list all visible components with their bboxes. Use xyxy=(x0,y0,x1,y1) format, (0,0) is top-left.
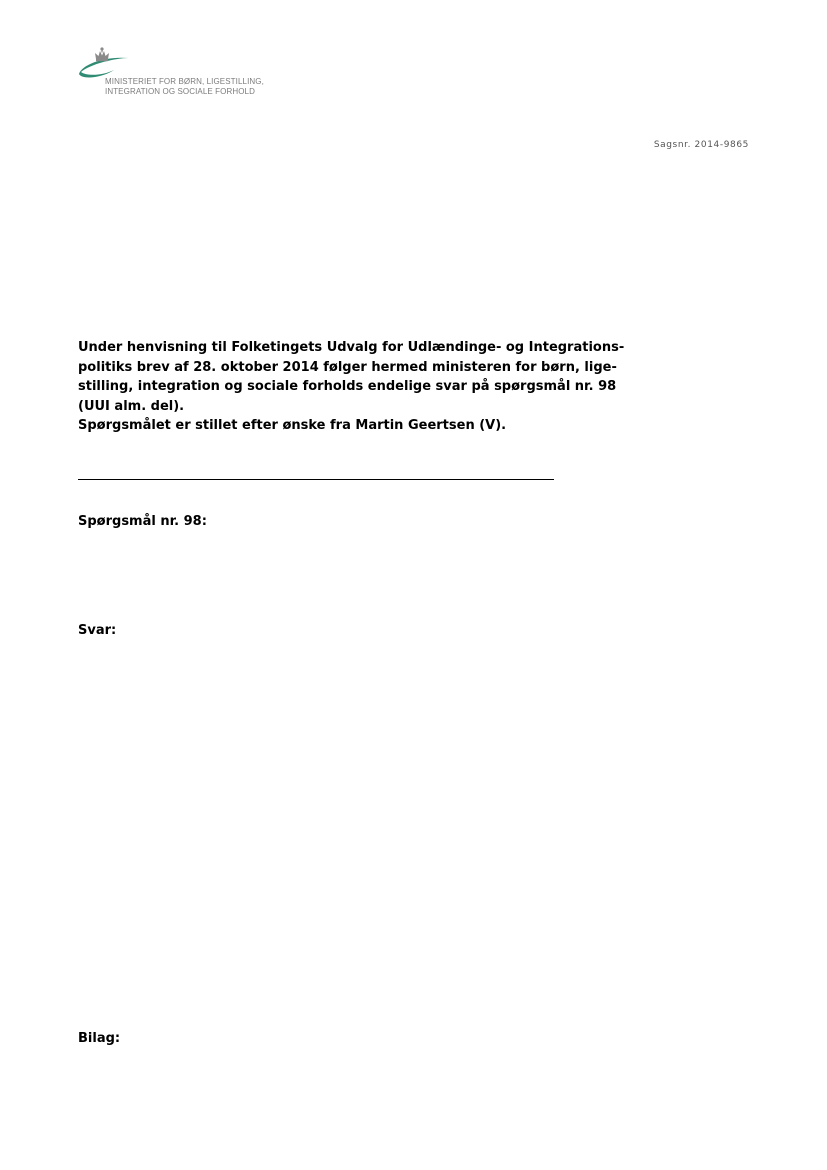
logo-text-line-2: INTEGRATION OG SOCIALE FORHOLD xyxy=(105,87,255,96)
question-heading: Spørgsmål nr. 98: xyxy=(78,514,207,529)
intro-line: Under henvisning til Folketingets Udvalg for Udlændinge- og Integrations- xyxy=(78,340,625,355)
logo-text-line-1: MINISTERIET FOR BØRN, LIGESTILLING, xyxy=(105,77,264,86)
intro-line: stilling, integration og sociale forholds endelige svar på spørgsmål nr. 98 xyxy=(78,379,617,394)
appendix-heading: Bilag: xyxy=(78,1031,121,1046)
intro-paragraph xyxy=(78,338,625,436)
answer-heading: Svar: xyxy=(78,623,117,638)
ministry-logo xyxy=(76,46,276,100)
intro-line: politiks brev af 28. oktober 2014 følger hermed ministeren for børn, lige- xyxy=(78,359,617,375)
intro-line: Spørgsmålet er stillet efter ønske fra Martin Geertsen (V). xyxy=(78,418,507,433)
intro-line: (UUI alm. del). xyxy=(78,398,185,414)
case-number: Sagsnr. 2014-9865 xyxy=(653,140,749,150)
section-divider xyxy=(78,479,554,480)
